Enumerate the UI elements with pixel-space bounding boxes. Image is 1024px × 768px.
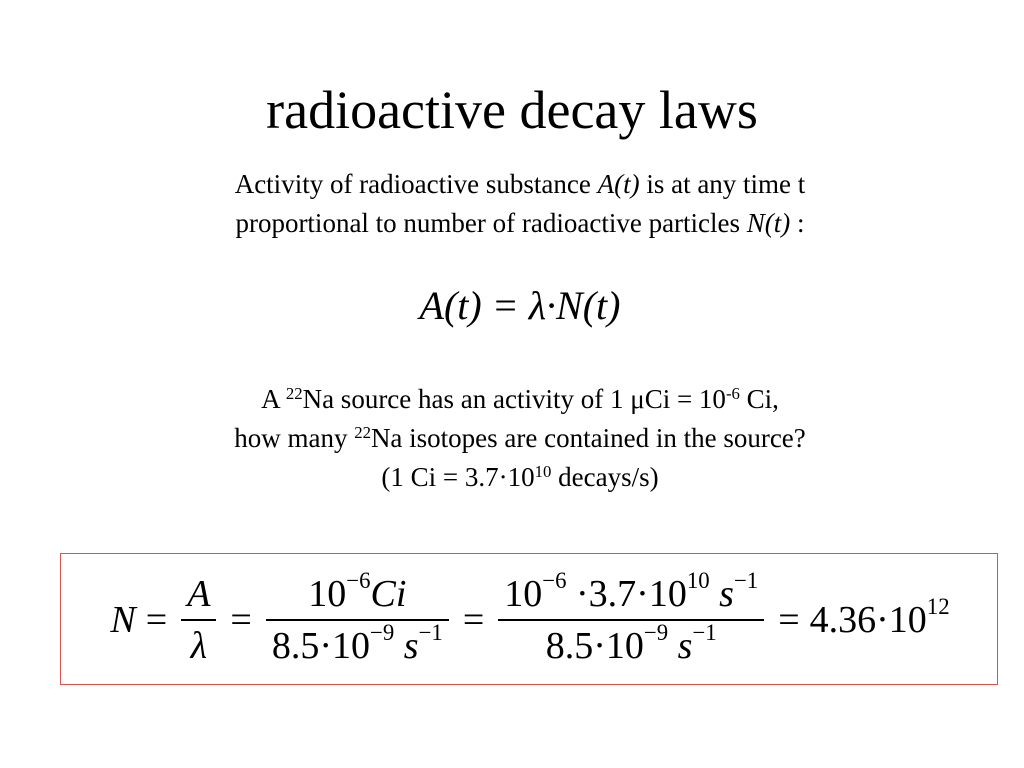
problem-line-2	[0, 419, 1024, 458]
intro-text	[0, 165, 1024, 243]
problem-l1-c: Ci,	[739, 384, 779, 414]
problem-l2-a: how many	[234, 423, 355, 453]
result-exp: 12	[926, 593, 950, 619]
particle-count-variable: N(t)	[746, 208, 791, 238]
numerator: A	[187, 573, 211, 615]
problem-line-1	[0, 380, 1024, 419]
equals-sign: =	[230, 599, 252, 641]
lambda-symbol: λ	[528, 283, 547, 328]
num-unit: s	[719, 573, 734, 615]
den-unit: s	[677, 625, 693, 667]
fraction-a-over-lambda	[181, 569, 216, 671]
problem-l1-b: Na source has an activity of 1 μCi = 10	[302, 384, 726, 414]
intro-line-2-text: proportional to number of radioactive particles	[235, 208, 747, 238]
law-rhs: ·N(t)	[546, 283, 621, 328]
fraction-converted	[498, 569, 764, 671]
solution-equation	[61, 554, 999, 686]
den-exp: −9	[643, 619, 669, 645]
problem-l1-a: A	[261, 384, 286, 414]
mass-number: 22	[354, 422, 371, 442]
result-base: 4.36·10	[809, 599, 927, 641]
mass-number: 22	[285, 383, 303, 403]
num-b: ·3.7·10	[566, 573, 687, 615]
equals-sign: =	[462, 599, 485, 641]
intro-line-2	[0, 204, 1024, 243]
formula-lhs: N	[110, 599, 136, 641]
problem-l3-a: (1 Ci = 3.7·10	[381, 462, 535, 492]
num-unit-exp: −1	[733, 567, 759, 593]
numerator	[498, 569, 764, 619]
problem-line-3	[0, 458, 1024, 497]
den-base: 8.5·10	[271, 625, 370, 667]
law-lhs: A(t) =	[419, 283, 519, 328]
exponent: -6	[725, 383, 740, 403]
slide-title: radioactive decay laws	[266, 80, 758, 140]
problem-l3-b: decays/s)	[551, 462, 659, 492]
num-exp: −6	[346, 567, 371, 593]
equals-sign: =	[778, 599, 800, 641]
denominator	[266, 621, 449, 671]
problem-statement	[0, 380, 1024, 497]
den-unit-exp: −1	[418, 619, 443, 645]
den-exp: −9	[370, 619, 395, 645]
denominator: λ	[190, 625, 208, 667]
num-b-exp: 10	[686, 567, 710, 593]
den-unit-exp: −1	[692, 619, 717, 645]
intro-line-1-end: is at any time t	[639, 169, 806, 199]
den-unit: s	[403, 625, 419, 667]
den-base: 8.5·10	[545, 625, 644, 667]
intro-line-1	[0, 165, 1024, 204]
fraction-activity-over-decay-constant	[266, 569, 449, 671]
intro-line-2-end: :	[790, 208, 805, 238]
num-unit: Ci	[370, 573, 407, 615]
activity-variable: A(t)	[597, 169, 640, 199]
result-value	[809, 593, 950, 642]
denominator	[540, 621, 723, 671]
intro-line-1-text: Activity of radioactive substance	[234, 169, 598, 199]
num-a-exp: −6	[542, 567, 567, 593]
num-base: 10	[308, 573, 347, 615]
problem-l2-b: Na isotopes are contained in the source?	[370, 423, 806, 453]
equals-sign: =	[145, 599, 168, 641]
num-a: 10	[504, 573, 543, 615]
exponent: 10	[534, 461, 552, 481]
numerator	[302, 569, 412, 619]
activity-law-equation	[0, 282, 1024, 330]
solution-formula-box	[60, 553, 998, 685]
